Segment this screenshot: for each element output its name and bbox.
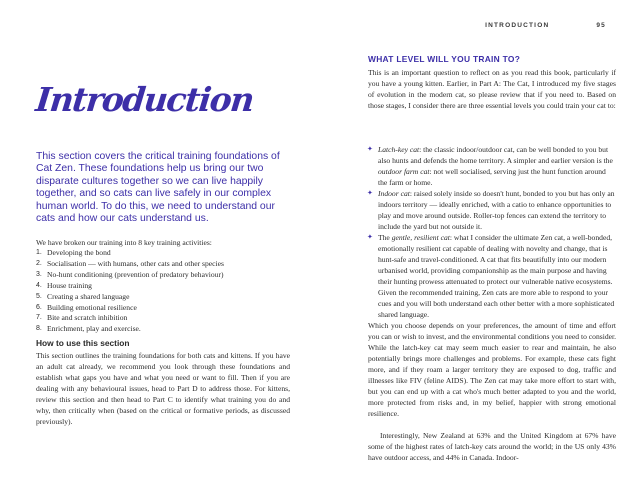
training-level-heading: WHAT LEVEL WILL YOU TRAIN TO? [368, 54, 521, 64]
list-number: 7. [36, 314, 42, 322]
how-to-use-heading: How to use this section [36, 338, 130, 348]
term-description: : not well socialised, serving just the hunt function around the farm or home. [378, 167, 606, 187]
star-bullet-icon: ✦ [367, 233, 373, 241]
list-number: 6. [36, 303, 42, 311]
list-text: Socialisation — with humans, other cats and other species [47, 258, 224, 268]
list-item [36, 259, 290, 270]
training-activities-list [36, 248, 290, 335]
term-description: : what I consider the ultimate Zen cat, a well-bonded, emotionally resilient cat capable of dealing with novelty and change, that is hunt-safe and travel-conditioned. A cat that fits beautifully into our modern urbanised world, providing companionship as the main purpose and having their hunting prowess attenuated to protect our vulnerable native ecosystems. Given the recommended training, Zen cats are more able to respond to your cues and you will both understand each other better with a more sophisticated shared language. [378, 233, 615, 319]
list-text: House training [47, 280, 92, 290]
term-indoor-cat: Indoor cat [378, 189, 410, 198]
list-text: Creating a shared language [47, 291, 130, 301]
list-item [368, 144, 616, 188]
running-header [485, 22, 606, 29]
statistics-paragraph: Interestingly, New Zealand at 63% and the United Kingdom at 67% have some of the highest rates of latch-key cats around the world; in the US only 43% have outdoor access, and 44% in Canada. Indoor- [368, 431, 616, 462]
list-number: 5. [36, 292, 42, 300]
list-number: 2. [36, 259, 42, 267]
term-gentle-resilient-cat: gentle, resilient cat [391, 233, 450, 242]
list-text: No-hunt conditioning (prevention of predatory behaviour) [47, 269, 224, 279]
list-text: Building emotional resilience [47, 302, 137, 312]
list-number: 1. [36, 249, 42, 256]
list-item [36, 313, 290, 324]
activities-intro: We have broken our training into 8 key training activities: [36, 238, 212, 247]
term-prefix: The [378, 233, 392, 242]
term-outdoor-farm-cat: outdoor farm cat [378, 167, 430, 176]
list-item [368, 188, 616, 232]
term-description: : the classic indoor/outdoor cat, can be well bonded to you but also hunts and defends the home territory. A simpler and earlier version is the [378, 145, 613, 165]
list-item [368, 232, 616, 320]
list-number: 3. [36, 270, 42, 278]
list-number: 4. [36, 281, 42, 289]
list-item [36, 248, 290, 259]
list-item [36, 270, 290, 281]
list-item [36, 292, 290, 303]
star-bullet-icon: ✦ [367, 189, 373, 197]
list-text: Developing the bond [47, 248, 111, 257]
training-level-paragraph: This is an important question to reflect on as you read this book, particularly if you have a young kitten. Earlier, in Part A: The Cat, I introduced my five stages of evolution in the modern cat, so please review that if you need to. Based on those stages, I consider there are three essential levels you could train your cat to: [368, 68, 616, 110]
list-item [36, 281, 290, 292]
cat-levels-list [368, 144, 616, 320]
how-to-use-paragraph: This section outlines the training foundations for both cats and kittens. If you have an adult cat already, we recommend you look through these foundations and establish what gaps you have and what you need or want to fill. Then if you are dealing with any behavioural issues, head to Part D to address those. For kittens, review this section and then head to Part C to identify what training you do and why, then critically when (based on the critical or formative periods, as discussed previously). [36, 351, 290, 426]
running-header-section: INTRODUCTION [485, 22, 550, 29]
star-bullet-icon: ✦ [367, 145, 373, 153]
term-latch-key-cat: Latch-key cat [378, 145, 420, 154]
page-number: 95 [596, 22, 606, 29]
list-item [36, 324, 290, 335]
chapter-title: Introduction [33, 80, 256, 119]
list-item [36, 303, 290, 314]
choice-paragraph: Which you choose depends on your preferences, the amount of time and effort you can or wish to invest, and the environmental conditions you need to consider. While the latch-key cat may seem much easier to rear and maintain, he also potentially brings more challenges and problems. For example, these cats fight more, and if they roam a larger territory they are exposed to dog, traffic and illnesses like FIV (feline AIDS). The Zen cat may take more effort to start with, but you can end up with a cat who's much better adapted to you and the world, more protected from risks and, in my belief, happier with strong emotional resilience. [368, 321, 616, 418]
list-number: 8. [36, 325, 42, 333]
list-text: Bite and scratch inhibition [47, 313, 128, 323]
list-text: Enrichment, play and exercise. [47, 324, 141, 334]
term-description: : raised solely inside so doesn't hunt, bonded to you but has only an indoors territory — ideally enriched, with a catio to enhance opportunities to play and move around outside. Roller-top fences can extend the territory to include the yard but not outside it. [378, 189, 615, 231]
intro-lead-paragraph: This section covers the critical training foundations of Cat Zen. These foundations help us bring our two disparate cultures together so we can live happily together, and so cats can live safely in our complex human world. To do this, we need to understand our cats and how our cats understand us. [36, 151, 280, 225]
